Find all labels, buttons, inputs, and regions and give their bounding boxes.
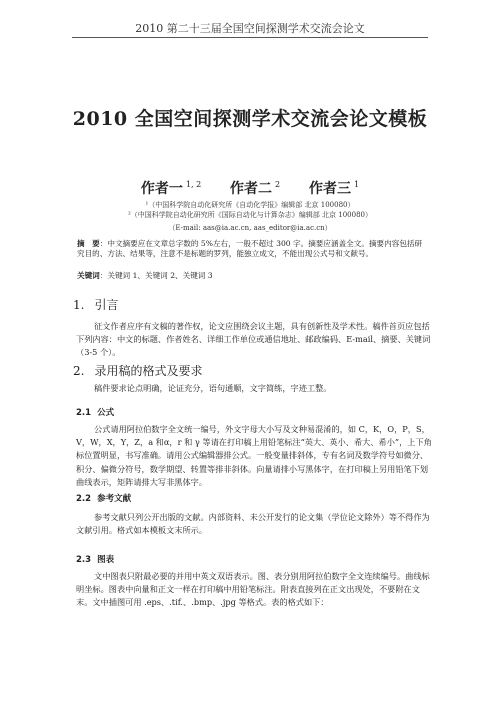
abstract-text: ：中文摘要应在文章总字数的 5%左右，一般不超过 300 字。摘要应涵盖全文。摘要内容包括研究目的、方法、结果等，注意不是标题的罗列，能独立成文，不能出现公式号和文献号。	[77, 239, 423, 259]
header-rule	[72, 37, 428, 38]
running-header: 2010 第二十三届全国空间探测学术交流会论文	[135, 22, 365, 35]
intro-paragraph: 征文作者应序有文稿的著作权，论文应围绕会议主题，具有创新性及学术性。稿件首页应包括下列内容：中文的标题、作者姓名、详细工作单位或通信地址、邮政编码、E-mail、摘要、关键词（3-5 个）。	[76, 321, 431, 358]
subsection-title: 公式	[97, 408, 115, 418]
figures-paragraph: 文中图表只附最必要的并用中英文双语表示。图、表分别用阿拉伯数字全文连续编号。曲线标明坐标。图表中向量和正文一样在打印稿中用铅笔标注。附表直接列在正文出现处，不要附在文末。文中插图可用 .eps、.tif.、.bmp、.jpg 等格式。表的格式如下：	[76, 571, 430, 608]
author-3	[309, 181, 359, 197]
section-title: 引言	[94, 298, 119, 312]
keywords-label: 关键词	[77, 271, 100, 280]
author-line	[0, 178, 500, 198]
subsection-title: 参考文献	[97, 494, 132, 504]
author-name: 作者一	[140, 181, 183, 197]
subsection-number: 2.1	[76, 408, 92, 418]
author-name: 作者三	[309, 181, 351, 197]
affiliation-1: ¹（中国科学院自动化研究所《自动化学报》编辑部 北京 100080）	[145, 201, 355, 209]
author-name: 作者二	[230, 181, 273, 197]
subsection-number: 2.3	[76, 555, 92, 565]
keywords-text: ：关键词 1、关键词 2、关键词 3	[99, 271, 213, 280]
abstract	[77, 239, 429, 259]
author-affiliation-mark: 1, 2	[185, 180, 202, 190]
subsection-number: 2.2	[76, 494, 92, 504]
references-paragraph: 参考文献只列公开出版的文献。内部资料、未公开发行的论文集（学位论文除外）等不得作为文献引用。格式如本模板文末所示。	[76, 512, 430, 536]
subsection-heading-figures	[76, 553, 114, 565]
section-number: 2.	[73, 364, 85, 378]
author-email: （E-mail: aas@ia.ac.cn, aas_editor@ia.ac.cn）	[168, 224, 332, 232]
abstract-label: 摘 要	[77, 239, 100, 248]
requirements-paragraph: 稿件要求论点明确，论证充分，语句通顺，文字简练，字迹工整。	[94, 383, 332, 393]
author-2	[230, 181, 280, 197]
author-affiliation-mark: 2	[275, 180, 281, 190]
section-heading-requirements	[73, 362, 202, 379]
affiliation-2: ²（中国科学院自动化研究所《国际自动化与计算杂志》编辑部 北京 100080）	[128, 211, 372, 219]
subsection-title: 图表	[97, 555, 115, 565]
author-affiliation-mark: 1	[354, 180, 360, 190]
section-heading-intro	[73, 296, 118, 313]
subsection-heading-references	[76, 492, 131, 504]
paper-title: 2010 全国空间探测学术交流会论文模板	[72, 108, 428, 130]
subsection-heading-formula	[76, 406, 114, 418]
section-title: 录用稿的格式及要求	[94, 364, 203, 378]
formula-paragraph: 公式请用阿拉伯数字全文统一编号，外文字母大小写及文种易混淆的，如 C，K，O，P，S，V，W，X，Y，Z，a 和α，r 和 γ 等请在打印稿上用铅笔标注“英大、英小、希大、希小”，上下角标位置明显，书写准确。请用公式编辑器排公式。一般变量排斜体，专有名词及数学符号如微分、积分、偏微分符号，数学期望、转置等排非斜体。向量请排小写黑体字，在打印稿上另用铅笔下划曲线表示，矩阵请排大写非黑体字。	[76, 424, 432, 487]
section-number: 1.	[73, 298, 85, 312]
keywords	[77, 270, 429, 281]
author-1	[141, 181, 201, 197]
